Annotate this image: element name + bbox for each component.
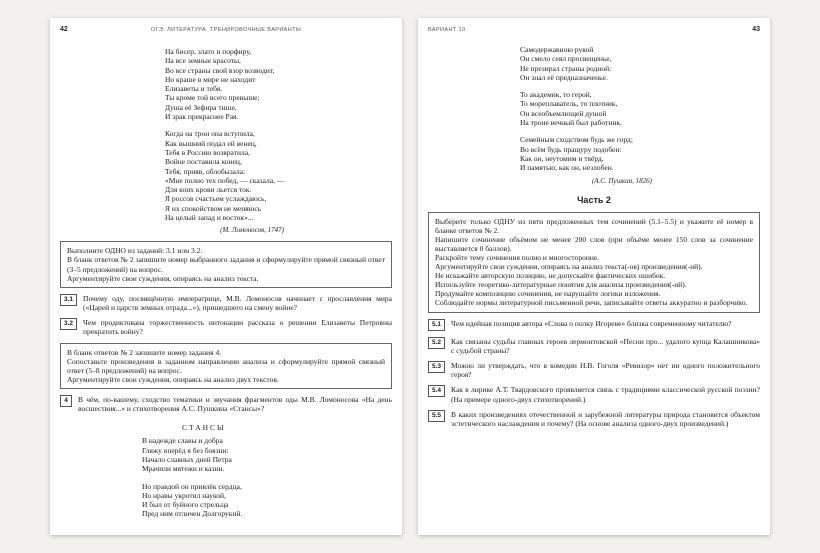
poem-line: Во все страны свой взор возводит,	[165, 65, 275, 75]
poem-line: И памятью, как он, незлобен.	[520, 163, 614, 173]
instruction-paragraph: Не искажайте авторскую позицию, не допускайте фактических ошибок.	[435, 271, 666, 281]
poem-line: Во всём будь пращуру подобен:	[520, 144, 622, 154]
task-list-4	[60, 395, 392, 413]
task-text: Чем идейная позиция автора «Слова о полку Игореве» близка современному читателю?	[451, 318, 732, 328]
poem-line: На все земные красоты,	[165, 56, 241, 66]
task-row	[428, 361, 760, 379]
task-number-box: 5.2	[428, 337, 445, 349]
instruction-paragraph: Сопоставьте произведения в заданном направлении анализа и сформулируйте прямой связный ответ (5–8 предложений) на вопрос.	[67, 356, 385, 375]
part-2-title: Часть 2	[577, 194, 611, 205]
task-number-box: 5.5	[428, 410, 445, 422]
poem-line: Я их спокойством не меняюсь	[165, 203, 262, 213]
task-number-box: 5.1	[428, 319, 445, 331]
running-head-title-right: ВАРИАНТ 10	[428, 27, 466, 33]
page-number-right: 43	[752, 26, 760, 33]
poem-line: На троне вечный был работник.	[520, 118, 622, 128]
task-text: Почему оду, посвящённую императрице, М.В. Ломоносов начинает с прославления мира («Царей и царств земных отрада...»), пришедшего на смену войне?	[83, 293, 392, 312]
poem-line: Он всеобъемлющей душой	[520, 108, 607, 118]
task-text: Как связаны судьбы главных героев лермонтовской «Песни про... удалого купца Калашникова» с судьбой страны?	[451, 336, 760, 355]
task-number-box: 4	[60, 395, 72, 407]
task-row	[428, 385, 760, 403]
poem-line: Войне поставила конец,	[165, 157, 242, 167]
poem-line: В надежде славы и добра	[142, 436, 223, 446]
poem-line: И зрак прекраснее Рая.	[165, 112, 239, 122]
poem-line	[142, 474, 392, 482]
poem-line: Мрачили мятежи и казни.	[142, 464, 225, 474]
poem-line: Пред ним отличен Долгорукий.	[142, 509, 243, 519]
page-43	[418, 18, 770, 535]
stansy-poem-continued	[520, 45, 760, 173]
task-list-3	[60, 294, 392, 337]
poem-line: Начало славных дней Петра	[142, 454, 232, 464]
task-number-box: 5.4	[428, 385, 445, 397]
poem-line: Я россов счастьем услаждаюсь,	[165, 194, 267, 204]
instruction-paragraph: Аргументируйте свои суждения, опираясь на анализ текста(-ов) произведения(-ий).	[435, 262, 703, 272]
task-row	[60, 395, 392, 413]
poem-line: Тебя в Россию возвратила,	[165, 147, 250, 157]
poem-line: Он смело сеял просвещенье,	[520, 54, 612, 64]
running-head-left	[60, 26, 392, 33]
poem-line: Но краше в мире не находит	[165, 74, 256, 84]
stansy-poem-title: СТАНСЫ	[182, 423, 226, 433]
poem-line: Душа её Зефира тише,	[165, 102, 237, 112]
poem-line: Тебя, прияв, облобызала:	[165, 166, 246, 176]
page-42	[50, 18, 402, 535]
instruction-paragraph: Напишите сочинение объёмом не менее 200 слов (при объёме менее 150 слов за сочинение выставляется 0 баллов).	[435, 234, 753, 253]
pushkin-attribution: (А.С. Пушкин, 1826)	[591, 176, 652, 185]
task-text: В чём, по-вашему, сходство тематики и звучания фрагментов оды М.В. Ломоносова «На день восшествия...» и стихотворения А.С. Пушкина «Стансы»?	[78, 394, 392, 414]
poem-line: Гляжу вперёд я без боязни:	[142, 445, 229, 455]
poem-line	[520, 127, 760, 135]
ode-attribution: (М. Ломоносов, 1747)	[220, 226, 284, 235]
instruction-paragraph: Аргументируйте свои суждения, опираясь на анализ двух текстов.	[67, 374, 279, 384]
poem-line: Когда на трон она вступила,	[165, 129, 255, 139]
task-row	[428, 337, 760, 355]
instruction-paragraph: Соблюдайте нормы литературной письменной речи, записывайте ответы аккуратно и разборчиво.	[435, 298, 748, 308]
poem-line: Не презирал страны родной:	[520, 63, 612, 73]
task-text: В каких произведениях отечественной и зарубежной литературы природа становится объектом эстетического наслаждения и почему? (На основе анализа одного-двух произведений.)	[451, 409, 760, 428]
instruction-paragraph: Выберите только ОДНУ из пяти предложенных тем сочинений (5.1–5.5) и укажите её номер в бланке ответов № 2.	[435, 216, 753, 235]
poem-line	[520, 82, 760, 90]
task-row	[60, 318, 392, 336]
task-text: Как в лирике А.Т. Твардовского проявляется связь с традициями классической русской поэзии? (На примере одного-двух стихотворений.)	[451, 385, 760, 404]
instruction-paragraph: Продумайте композицию сочинения, не нарушайте логики изложения.	[435, 289, 661, 299]
instruction-paragraph: Раскройте тему сочинения полно и многосторонне.	[435, 252, 600, 262]
poem-line: И был от буйного стрельца	[142, 500, 229, 510]
stansy-section	[60, 423, 392, 518]
instruction-paragraph: Выполните ОДНО из заданий: 3.1 или 3.2.	[67, 246, 203, 256]
poem-line: Ты кроме той всего превыше;	[165, 93, 260, 103]
running-head-right	[428, 26, 760, 33]
lomonosov-ode-poem	[165, 47, 392, 222]
task-text: Можно ли утверждать, что в комедии Н.В. Гоголя «Ревизор» нет ни одного положительного героя?	[451, 360, 760, 380]
poem-line: «Мне полно тех побед, — сказала, —	[165, 175, 285, 185]
poem-line: Но правдой он привлёк сердца,	[142, 481, 242, 491]
poem-line: Он знал её предназначенье.	[520, 72, 608, 82]
instruction-box-task-4	[60, 343, 392, 389]
task-list-5	[428, 319, 760, 429]
instruction-paragraph: Аргументируйте свои суждения, опираясь на анализ текста.	[67, 273, 259, 283]
instruction-box-tasks-3	[60, 241, 392, 287]
task-number-box: 3.2	[60, 318, 77, 330]
poem-line	[165, 121, 392, 129]
task-number-box: 5.3	[428, 361, 445, 373]
instruction-paragraph: В бланк ответов № 2 запишите номер задания 4.	[67, 347, 222, 357]
poem-line: Елизаветы и тебя.	[165, 84, 223, 94]
stansy-poem	[142, 436, 392, 518]
instruction-box-essay	[428, 212, 760, 313]
task-row	[60, 294, 392, 312]
poem-line: Самодержавною рукой	[520, 45, 594, 54]
poem-line: То мореплаватель, то плотник,	[520, 99, 618, 109]
task-text: Чем продиктована торжественность интонации рассказа о решении Елизаветы Петровны прекратить войну?	[83, 318, 392, 337]
instruction-paragraph: Используйте теоретико-литературные понятия для анализа произведения(-ий).	[435, 280, 687, 290]
running-head-title-left: ОГЭ. ЛИТЕРАТУРА. ТРЕНИРОВОЧНЫЕ ВАРИАНТЫ	[150, 27, 302, 33]
poem-line: На целый запад и восток»...	[165, 213, 254, 223]
poem-line: Как вышний подал ей венец,	[165, 138, 257, 148]
poem-line: Но нравы укротил наукой,	[142, 490, 226, 500]
task-row	[428, 319, 760, 331]
poem-line: На бисер, злато и порфиру,	[165, 47, 252, 56]
task-number-box: 3.1	[60, 294, 77, 306]
page-number-left: 42	[60, 26, 68, 33]
instruction-paragraph: В бланк ответов № 2 запишите номер выбранного задания и сформулируйте прямой связный ответ (3–5 предложений) на вопрос.	[67, 255, 385, 274]
poem-line: Семейным сходством будь же горд;	[520, 135, 633, 145]
task-row	[428, 410, 760, 428]
poem-line: То академик, то герой,	[520, 90, 592, 100]
poem-line: Для коих крови льется ток.	[165, 185, 252, 195]
poem-line: Как он, неутомим и твёрд,	[520, 153, 604, 163]
